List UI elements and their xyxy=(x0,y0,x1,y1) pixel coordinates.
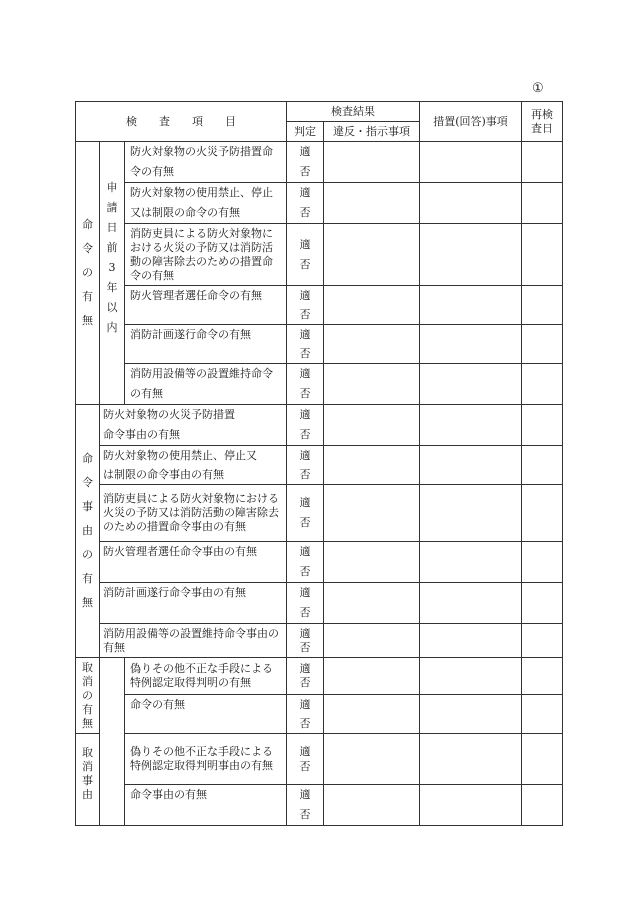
violation-cell[interactable] xyxy=(324,183,420,224)
violation-cell[interactable] xyxy=(324,583,420,624)
measure-cell[interactable] xyxy=(420,364,522,405)
label-char: 取 xyxy=(82,660,93,674)
header-inspection-result: 検査結果 xyxy=(287,102,420,122)
item-equipment-maintenance-order: 消防用設備等の設置維持命令の有無 xyxy=(125,364,287,405)
judgement-ng: 否 xyxy=(299,347,311,360)
reinspection-cell[interactable] xyxy=(522,785,563,826)
label-char: の xyxy=(82,548,93,561)
judgement-cell[interactable] xyxy=(287,658,324,695)
item-order-presence: 命令の有無 xyxy=(125,695,287,734)
item-firefighter-measure-order: 消防吏員による防火対象物における火災の予防又は消防活動の障害除去のための措置命令の有無 xyxy=(125,224,287,286)
item-equipment-maintenance-order-reason: 消防用設備等の設置維持命令事由の有無 xyxy=(100,624,287,658)
reinspection-cell[interactable] xyxy=(522,405,563,446)
header-reinspection-line1: 再検 xyxy=(531,107,553,121)
label-char: 有 xyxy=(82,572,93,585)
reinspection-cell[interactable] xyxy=(522,695,563,734)
judgement-ok: 適 xyxy=(299,545,311,558)
item-firefighter-measure-order-reason: 消防吏員による防火対象物における火災の予防又は消防活動の障害除去のための措置命令事由の有無 xyxy=(100,485,287,542)
label-char: 消 xyxy=(82,674,93,688)
reinspection-cell[interactable] xyxy=(522,286,563,325)
judgement-ng: 否 xyxy=(299,676,311,689)
violation-cell[interactable] xyxy=(324,446,420,485)
judgement-ok: 適 xyxy=(299,586,311,599)
label-char: 令 xyxy=(82,242,93,255)
judgement-cell[interactable] xyxy=(287,142,324,183)
group-cancel-reason-label xyxy=(76,734,100,826)
measure-cell[interactable] xyxy=(420,695,522,734)
item-fire-prevention-order-reason: 防火対象物の火災予防措置命令事由の有無 xyxy=(100,405,287,446)
group-order-presence-label xyxy=(76,142,100,405)
label-char: 請 xyxy=(106,201,118,214)
violation-cell[interactable] xyxy=(324,142,420,183)
judgement-ok: 適 xyxy=(299,367,311,380)
item-fire-plan-execution-order: 消防計画遂行命令の有無 xyxy=(125,325,287,364)
item-fire-manager-appointment-order: 防火管理者選任命令の有無 xyxy=(125,286,287,325)
label-char: 命 xyxy=(82,452,93,465)
group-cancel-presence-label xyxy=(76,658,100,734)
label-char: 由 xyxy=(82,788,93,801)
measure-cell[interactable] xyxy=(420,734,522,785)
label-char: 消 xyxy=(82,760,93,773)
judgement-ng: 否 xyxy=(299,428,311,441)
judgement-ng: 否 xyxy=(299,516,311,529)
item-use-prohibition-order: 防火対象物の使用禁止、停止又は制限の命令の有無 xyxy=(125,183,287,224)
label-char: 由 xyxy=(82,524,93,537)
group-within-3-years-label xyxy=(100,142,125,405)
page-number: ① xyxy=(532,81,544,96)
header-measure: 措置(回答)事項 xyxy=(420,102,522,142)
judgement-ok: 適 xyxy=(299,745,311,758)
label-char: 内 xyxy=(106,321,118,334)
judgement-ng: 否 xyxy=(299,606,311,619)
judgement-cell[interactable] xyxy=(287,364,324,405)
judgement-ng: 否 xyxy=(299,808,311,821)
label-char: 命 xyxy=(82,218,93,231)
reinspection-cell[interactable] xyxy=(522,542,563,583)
measure-cell[interactable] xyxy=(420,142,522,183)
reinspection-cell[interactable] xyxy=(522,183,563,224)
header-violation: 違反・指示事項 xyxy=(324,122,420,142)
label-char: 有 xyxy=(82,290,93,303)
reinspection-cell[interactable] xyxy=(522,624,563,658)
label-char: 事 xyxy=(82,500,93,513)
label-char: 無 xyxy=(82,716,93,730)
judgement-ok: 適 xyxy=(299,626,311,640)
item-fire-plan-execution-order-reason: 消防計画遂行命令事由の有無 xyxy=(100,583,287,624)
judgement-ng: 否 xyxy=(299,387,311,400)
violation-cell[interactable] xyxy=(324,624,420,658)
header-judgement: 判定 xyxy=(287,122,324,142)
reinspection-cell[interactable] xyxy=(522,325,563,364)
judgement-cell[interactable] xyxy=(287,583,324,624)
violation-cell[interactable] xyxy=(324,286,420,325)
violation-cell[interactable] xyxy=(324,542,420,583)
label-char: 事 xyxy=(82,774,93,787)
judgement-ng: 否 xyxy=(299,468,311,481)
measure-cell[interactable] xyxy=(420,446,522,485)
judgement-cell[interactable] xyxy=(287,734,324,785)
label-char: 日 xyxy=(106,221,118,234)
label-char: 3 xyxy=(108,261,116,274)
judgement-ok: 適 xyxy=(299,408,311,421)
header-reinspection-date xyxy=(522,102,563,142)
label-char: 無 xyxy=(82,596,93,609)
measure-cell[interactable] xyxy=(420,325,522,364)
judgement-ok: 適 xyxy=(299,328,311,341)
judgement-cell[interactable] xyxy=(287,183,324,224)
judgement-ok: 適 xyxy=(299,145,311,158)
violation-cell[interactable] xyxy=(324,734,420,785)
inspection-table xyxy=(75,101,563,826)
judgement-cell[interactable] xyxy=(287,224,324,286)
judgement-ng: 否 xyxy=(299,308,311,321)
measure-cell[interactable] xyxy=(420,658,522,695)
violation-cell[interactable] xyxy=(324,785,420,826)
item-use-prohibition-order-reason: 防火対象物の使用禁止、停止又は制限の命令事由の有無 xyxy=(100,446,287,485)
item-fire-manager-appointment-order-reason: 防火管理者選任命令事由の有無 xyxy=(100,542,287,583)
label-char: 年 xyxy=(106,281,118,294)
judgement-ng: 否 xyxy=(299,206,311,219)
judgement-ok: 適 xyxy=(299,186,311,199)
reinspection-cell[interactable] xyxy=(522,658,563,695)
judgement-ng: 否 xyxy=(299,717,311,730)
judgement-cell[interactable] xyxy=(287,785,324,826)
label-char: 前 xyxy=(106,241,118,254)
judgement-ng: 否 xyxy=(299,257,311,271)
judgement-ng: 否 xyxy=(299,565,311,578)
violation-cell[interactable] xyxy=(324,405,420,446)
violation-cell[interactable] xyxy=(324,325,420,364)
judgement-cell[interactable] xyxy=(287,286,324,325)
measure-cell[interactable] xyxy=(420,224,522,286)
reinspection-cell[interactable] xyxy=(522,224,563,286)
judgement-ok: 適 xyxy=(299,788,311,801)
judgement-cell[interactable] xyxy=(287,542,324,583)
measure-cell[interactable] xyxy=(420,542,522,583)
violation-cell[interactable] xyxy=(324,658,420,695)
measure-cell[interactable] xyxy=(420,624,522,658)
judgement-ok: 適 xyxy=(299,662,311,675)
measure-cell[interactable] xyxy=(420,583,522,624)
judgement-cell[interactable] xyxy=(287,624,324,658)
item-order-reason-presence: 命令事由の有無 xyxy=(125,785,287,826)
item-fire-prevention-order: 防火対象物の火災予防措置命令の有無 xyxy=(125,142,287,183)
reinspection-cell[interactable] xyxy=(522,364,563,405)
judgement-cell[interactable] xyxy=(287,325,324,364)
judgement-cell[interactable] xyxy=(287,485,324,542)
judgement-ok: 適 xyxy=(299,496,311,509)
judgement-ng: 否 xyxy=(299,165,311,178)
judgement-cell[interactable] xyxy=(287,695,324,734)
measure-cell[interactable] xyxy=(420,286,522,325)
item-fraud-certification-discovery: 偽りその他不正な手段による特例認定取得判明の有無 xyxy=(125,658,287,695)
violation-cell[interactable] xyxy=(324,364,420,405)
item-fraud-certification-discovery-reason: 偽りその他不正な手段による特例認定取得判明事由の有無 xyxy=(125,734,287,785)
violation-cell[interactable] xyxy=(324,695,420,734)
violation-cell[interactable] xyxy=(324,224,420,286)
violation-cell[interactable] xyxy=(324,485,420,542)
judgement-cell[interactable] xyxy=(287,405,324,446)
cancel-sub-column xyxy=(100,658,125,826)
judgement-ok: 適 xyxy=(299,289,311,302)
reinspection-cell[interactable] xyxy=(522,485,563,542)
label-char: の xyxy=(82,266,93,279)
header-inspection-item: 検 査 項 目 xyxy=(76,102,287,142)
judgement-cell[interactable] xyxy=(287,446,324,485)
reinspection-cell[interactable] xyxy=(522,446,563,485)
judgement-ng: 否 xyxy=(299,640,311,654)
label-char: 以 xyxy=(106,301,118,314)
reinspection-cell[interactable] xyxy=(522,583,563,624)
label-char: 申 xyxy=(106,181,118,194)
judgement-ok: 適 xyxy=(299,449,311,462)
group-order-reason-label xyxy=(76,405,100,658)
label-char: 有 xyxy=(82,702,93,716)
label-char: の xyxy=(82,688,93,702)
header-reinspection-line2: 査日 xyxy=(531,121,553,135)
judgement-ok: 適 xyxy=(299,698,311,711)
judgement-ok: 適 xyxy=(299,237,311,251)
measure-cell[interactable] xyxy=(420,785,522,826)
reinspection-cell[interactable] xyxy=(522,142,563,183)
reinspection-cell[interactable] xyxy=(522,734,563,785)
judgement-ng: 否 xyxy=(299,760,311,773)
label-char: 無 xyxy=(82,314,93,327)
label-char: 令 xyxy=(82,476,93,489)
measure-cell[interactable] xyxy=(420,183,522,224)
label-char: 取 xyxy=(82,746,93,759)
measure-cell[interactable] xyxy=(420,405,522,446)
measure-cell[interactable] xyxy=(420,485,522,542)
